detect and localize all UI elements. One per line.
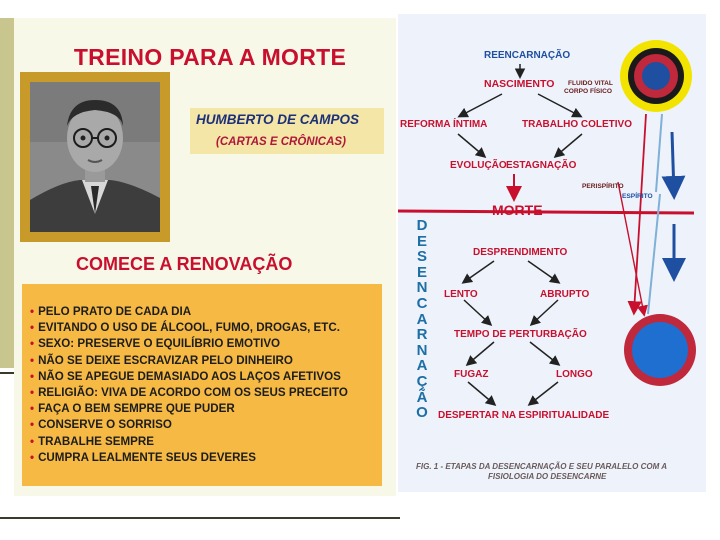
list-item: • NÃO SE DEIXE ESCRAVIZAR PELO DINHEIRO — [30, 353, 293, 367]
list-item: • CUMPRA LEALMENTE SEUS DEVERES — [30, 450, 257, 464]
label-lento: LENTO — [444, 289, 478, 300]
author-portrait-frame — [20, 72, 170, 242]
bullet-icon: • — [30, 369, 35, 383]
bullet-icon: • — [30, 337, 35, 351]
label-corpo-fisico: CORPO FÍSICO — [564, 88, 612, 95]
label-morte: MORTE — [492, 202, 543, 218]
label-fugaz: FUGAZ — [454, 369, 489, 380]
list-item: • EVITANDO O USO DE ÁLCOOL, FUMO, DROGAS, ETC. — [30, 321, 340, 335]
vertical-label-desencarnacao: D E S E N C A R N A Ç Ã O — [416, 217, 428, 422]
label-estagnacao: ESTAGNAÇÃO — [506, 160, 577, 171]
bullet-icon: • — [30, 402, 35, 416]
label-trabalho-coletivo: TRABALHO COLETIVO — [522, 119, 632, 130]
section-subtitle: COMECE A RENOVAÇÃO — [76, 254, 293, 274]
page-title: TREINO PARA A MORTE — [73, 44, 347, 70]
portrait-image — [30, 82, 160, 232]
label-despertar: DESPERTAR NA ESPIRITUALIDADE — [438, 410, 610, 421]
list-item: • TRABALHE SEMPRE — [30, 434, 155, 448]
renovation-list — [22, 284, 382, 486]
label-reforma-intima: REFORMA ÍNTIMA — [400, 119, 488, 130]
author-name: HUMBERTO DE CAMPOS — [196, 112, 360, 127]
list-item: • PELO PRATO DE CADA DIA — [30, 305, 192, 318]
author-portrait — [30, 82, 160, 232]
bullet-icon: • — [30, 385, 35, 399]
bullet-icon: • — [30, 418, 35, 432]
list-item: • SEXO: PRESERVE O EQUILÍBRIO EMOTIVO — [30, 337, 281, 351]
bullet-icon: • — [30, 305, 35, 318]
bullet-icon: • — [30, 434, 35, 448]
list-item: • RELIGIÃO: VIVA DE ACORDO COM OS SEUS PRECEITO — [30, 385, 348, 399]
label-desprendimento: DESPRENDIMENTO — [473, 247, 568, 258]
bullet-icon: • — [30, 321, 35, 335]
divider — [0, 517, 400, 519]
author-box — [190, 108, 384, 154]
list-item: • NÃO SE APEGUE DEMASIADO AOS LAÇOS AFETIVOS — [30, 369, 341, 383]
list-item: • FAÇA O BEM SEMPRE QUE PUDER — [30, 402, 235, 416]
label-fluido-vital: FLUIDO VITAL — [568, 80, 613, 87]
list-item: • CONSERVE O SORRISO — [30, 418, 172, 432]
author-source: (CARTAS E CRÔNICAS) — [216, 136, 346, 148]
label-evolucao: EVOLUÇÃO — [450, 160, 507, 171]
bullet-icon: • — [30, 450, 35, 464]
figure-caption: FIG. 1 - ETAPAS DA DESENCARNAÇÃO E SEU PARALELO COM A FISIOLOGIA DO DESENCARNE — [416, 462, 667, 481]
label-abrupto: ABRUPTO — [540, 289, 590, 300]
label-tempo-perturbacao: TEMPO DE PERTURBAÇÃO — [454, 329, 587, 340]
label-nascimento: NASCIMENTO — [484, 78, 555, 90]
label-reencarnacao: REENCARNAÇÃO — [484, 50, 571, 61]
bullet-icon: • — [30, 353, 35, 367]
label-perispirito: PERISPÍRITO — [582, 183, 624, 190]
label-espirito: ESPÍRITO — [622, 193, 653, 200]
label-longo: LONGO — [556, 369, 593, 380]
